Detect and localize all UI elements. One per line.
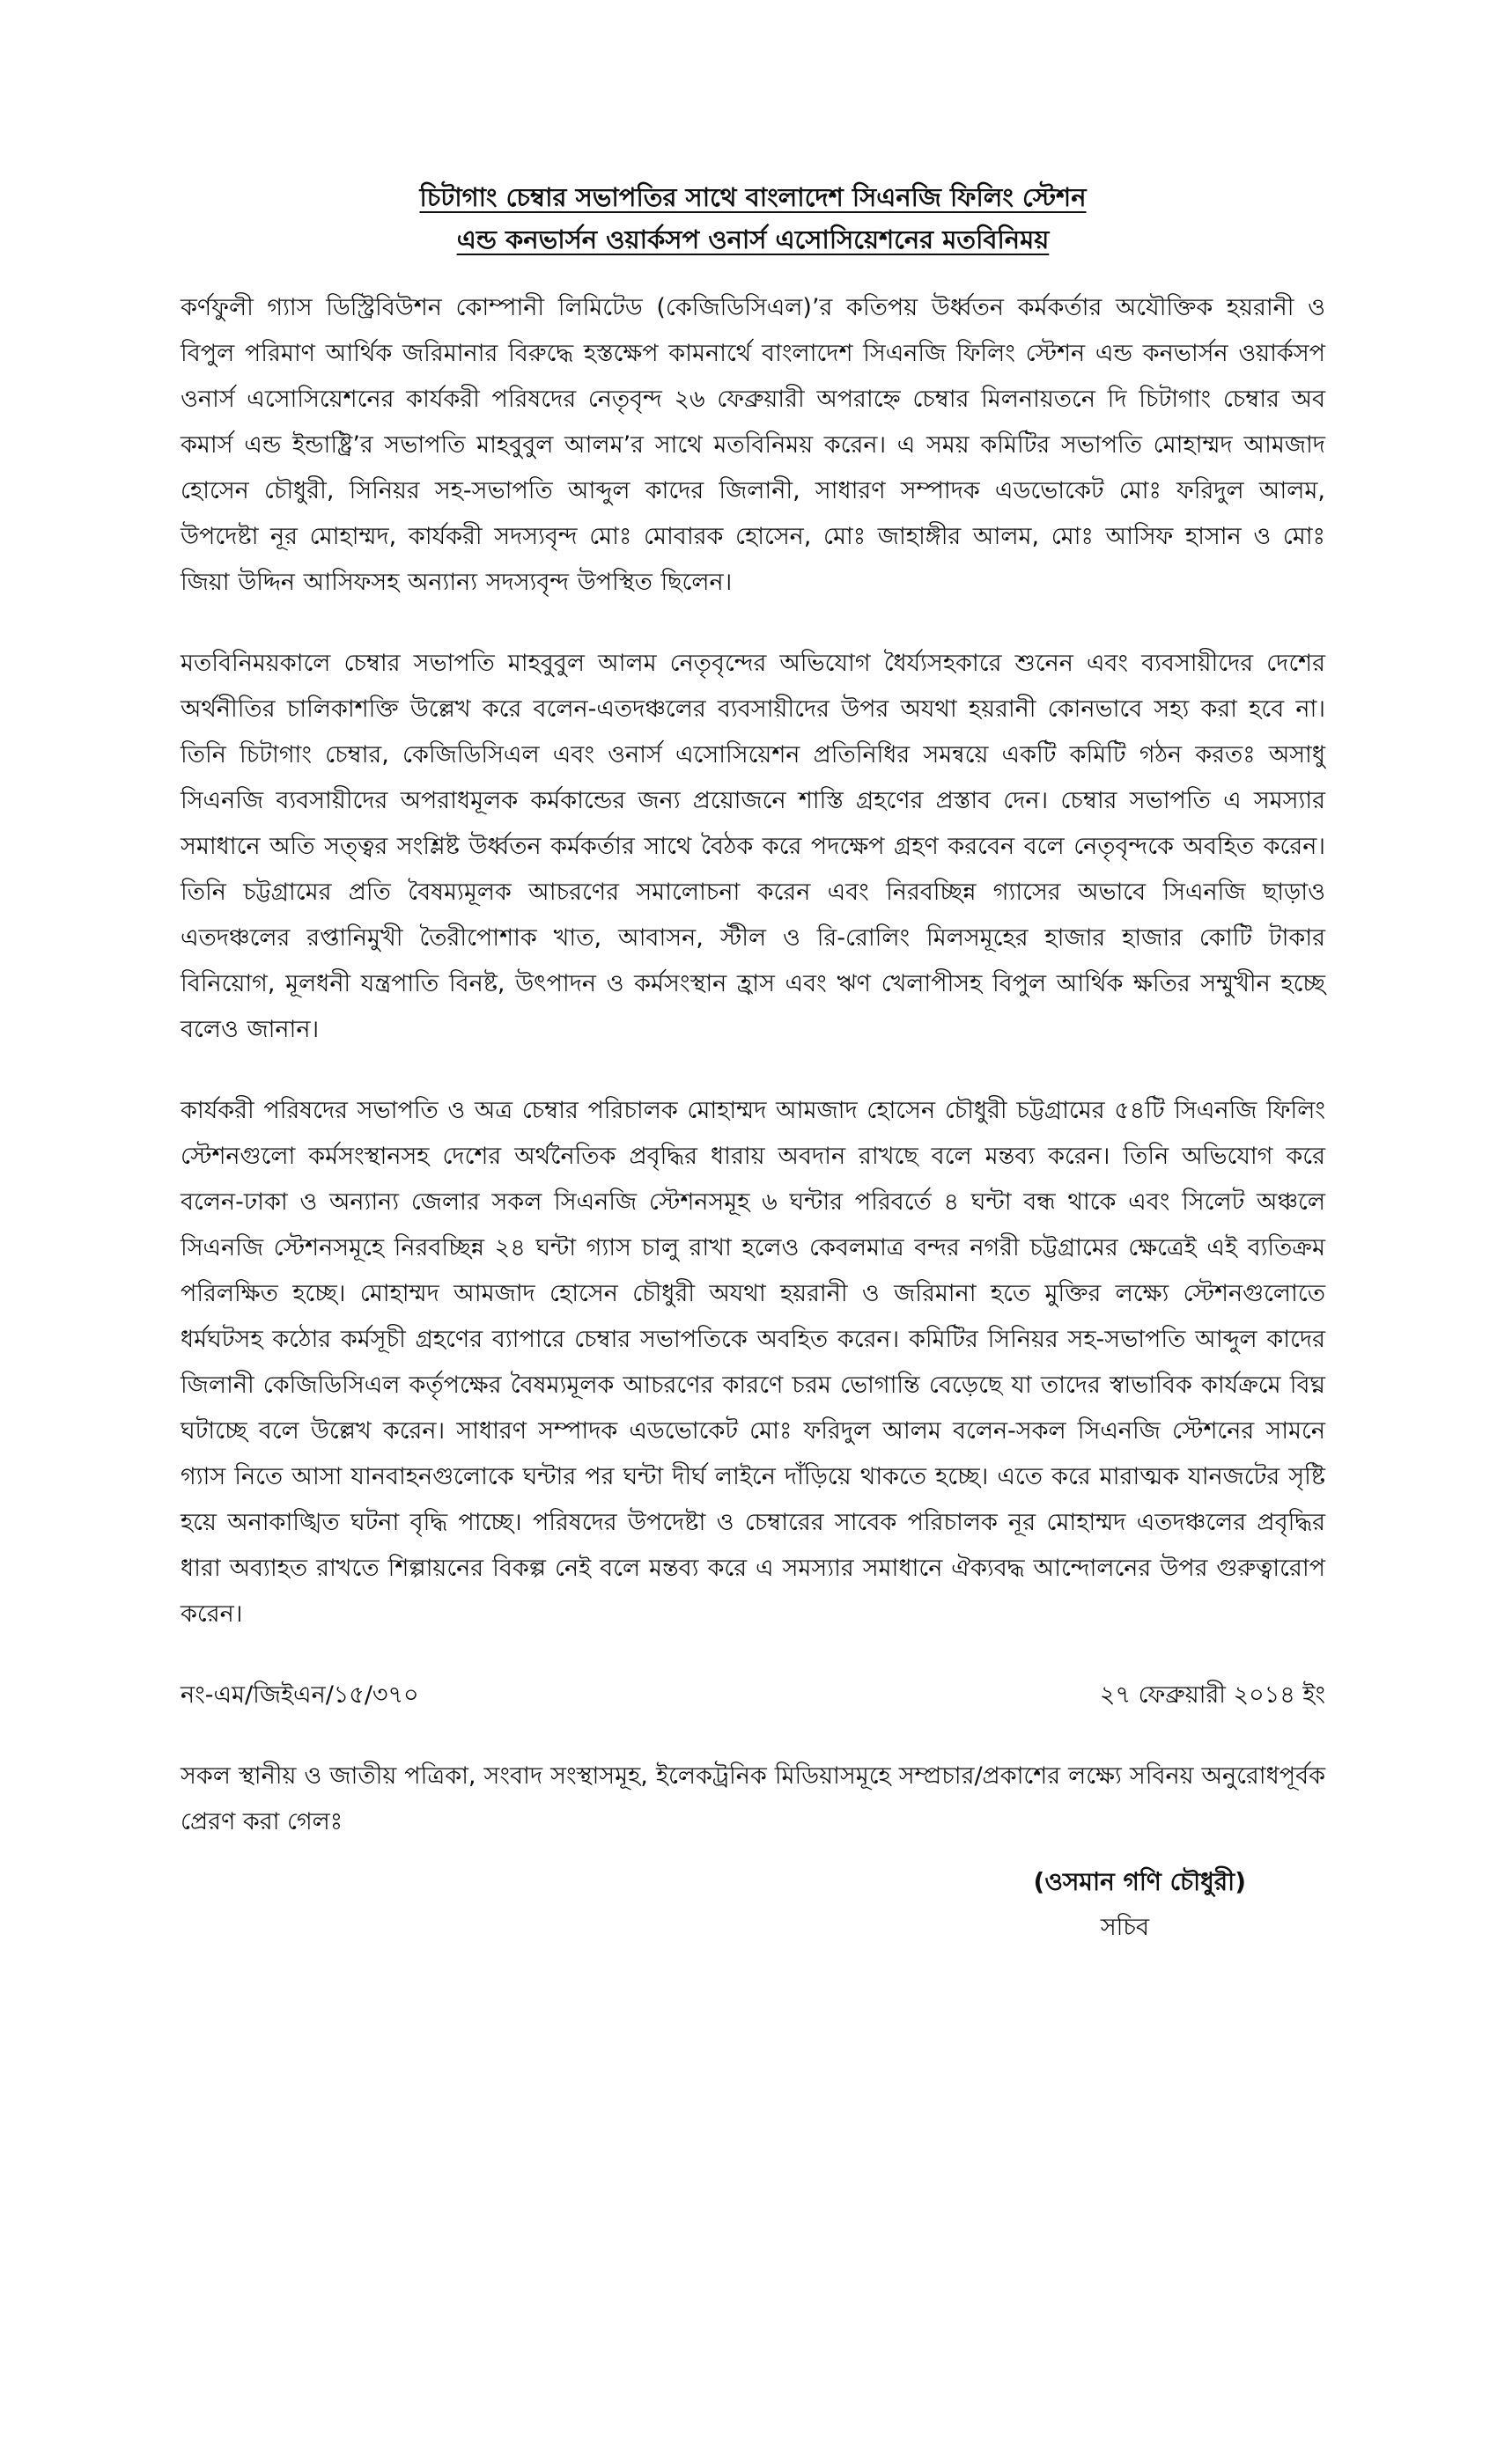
distribution-note: সকল স্থানীয় ও জাতীয় পত্রিকা, সংবাদ সংস্থাসমূহ, ইলেকট্রনিক মিডিয়াসমূহে সম্প্রচার/প্রকাশের লক্ষ্যে সবিনয় অনুরোধপূর্বক প্রেরণ করা গেলঃ — [181, 1762, 1325, 1835]
document-body — [181, 176, 1325, 1960]
signatory-designation: সচিব — [1100, 1914, 1149, 1941]
reference-date-row — [181, 1673, 1325, 1718]
document-date: ২৭ ফেব্রুয়ারী ২০১৪ ইং — [1099, 1681, 1325, 1709]
paragraph-1: কর্ণফুলী গ্যাস ডিস্ট্রিবিউশন কোম্পানী লিমিটেড (কেজিডিসিএল)’র কতিপয় উর্ধ্বতন কর্মকর্তার অযৌক্তিক হয়রানী ও বিপুল পরিমাণ আর্থিক জরিমানার বিরুদ্ধে হস্তক্ষেপ কামনার্থে বাংলাদেশ সিএনজি ফিলিং স্টেশন এন্ড কনভার্সন ওয়ার্কসপ ওনার্স এসোসিয়েশনের কার্যকরী পরিষদের নেতৃবৃন্দ ২৬ ফেব্রুয়ারী অপরাহ্নে চেম্বার মিলনায়তনে দি চিটাগাং চেম্বার অব কমার্স এন্ড ইন্ডাষ্ট্রি’র সভাপতি মাহবুবুল আলম’র সাথে মতবিনিময় করেন। এ সময় কমিটির সভাপতি মোহাম্মদ আমজাদ হোসেন চৌধুরী, সিনিয়র সহ-সভাপতি আব্দুল কাদের জিলানী, সাধারণ সম্পাদক এডভোকেট মোঃ ফরিদুল আলম, উপদেষ্টা নূর মোহাম্মদ, কার্যকরী সদস্যবৃন্দ মোঃ মোবারক হোসেন, মোঃ জাহাঙ্গীর আলম, মোঃ আসিফ হাসান ও মোঃ জিয়া উদ্দিন আসিফসহ অন্যান্য সদস্যবৃন্দ উপস্থিত ছিলেন। — [181, 294, 1325, 596]
signature-block — [181, 1854, 1325, 1960]
paragraph-2: মতবিনিময়কালে চেম্বার সভাপতি মাহবুবুল আলম নেতৃবৃন্দের অভিযোগ ধৈর্য্যসহকারে শুনেন এবং ব্যবসায়ীদের দেশের অর্থনীতির চালিকাশক্তি উল্লেখ করে বলেন-এতদঞ্চলের ব্যবসায়ীদের উপর অযথা হয়রানী কোনভাবে সহ্য করা হবে না। তিনি চিটাগাং চেম্বার, কেজিডিসিএল এবং ওনার্স এসোসিয়েশন প্রতিনিধির সমন্বয়ে একটি কমিটি গঠন করতঃ অসাধু সিএনজি ব্যবসায়ীদের অপরাধমূলক কর্মকান্ডের জন্য প্রয়োজনে শাস্তি গ্রহণের প্রস্তাব দেন। চেম্বার সভাপতি এ সমস্যার সমাধানে অতি সত্ত্বর সংশ্লিষ্ট উর্ধ্বতন কর্মকর্তার সাথে বৈঠক করে পদক্ষেপ গ্রহণ করবেন বলে নেতৃবৃন্দকে অবহিত করেন। তিনি চট্টগ্রামের প্রতি বৈষম্যমূলক আচরণের সমালোচনা করেন এবং নিরবচ্ছিন্ন গ্যাসের অভাবে সিএনজি ছাড়াও এতদঞ্চলের রপ্তানিমুখী তৈরীপোশাক খাত, আবাসন, স্টীল ও রি-রোলিং মিলসমূহের হাজার হাজার কোটি টাকার বিনিয়োগ, মূলধনী যন্ত্রপাতি বিনষ্ট, উৎপাদন ও কর্মসংস্থান হ্রাস এবং ঋণ খেলাপীসহ বিপুল আর্থিক ক্ষতির সম্মুখীন হচ্ছে বলেও জানান। — [181, 650, 1325, 1043]
title-line-1: চিটাগাং চেম্বার সভাপতির সাথে বাংলাদেশ সিএনজি ফিলিং স্টেশন — [419, 182, 1087, 212]
signatory-name: (ওসমান গণি চৌধুরী) — [1033, 1867, 1246, 1896]
title-line-2: এন্ড কনভার্সন ওয়ার্কসপ ওনার্স এসোসিয়েশনের মতবিনিময় — [456, 224, 1050, 254]
document-title — [181, 176, 1325, 261]
paragraph-3: কার্যকরী পরিষদের সভাপতি ও অত্র চেম্বার পরিচালক মোহাম্মদ আমজাদ হোসেন চৌধুরী চট্টগ্রামের ৫৪টি সিএনজি ফিলিং স্টেশনগুলো কর্মসংস্থানসহ দেশের অর্থনৈতিক প্রবৃদ্ধির ধারায় অবদান রাখছে বলে মন্তব্য করেন। তিনি অভিযোগ করে বলেন-ঢাকা ও অন্যান্য জেলার সকল সিএনজি স্টেশনসমূহ ৬ ঘন্টার পরিবর্তে ৪ ঘন্টা বন্ধ থাকে এবং সিলেট অঞ্চলে সিএনজি স্টেশনসমূহে নিরবচ্ছিন্ন ২৪ ঘন্টা গ্যাস চালু রাখা হলেও কেবলমাত্র বন্দর নগরী চট্টগ্রামের ক্ষেত্রেই এই ব্যতিক্রম পরিলক্ষিত হচ্ছে। মোহাম্মদ আমজাদ হোসেন চৌধুরী অযথা হয়রানী ও জরিমানা হতে মুক্তির লক্ষ্যে স্টেশনগুলোতে ধর্মঘটসহ কঠোর কর্মসূচী গ্রহণের ব্যাপারে চেম্বার সভাপতিকে অবহিত করেন। কমিটির সিনিয়র সহ-সভাপতি আব্দুল কাদের জিলানী কেজিডিসিএল কর্তৃপক্ষের বৈষম্যমূলক আচরণের কারণে চরম ভোগান্তি বেড়েছে যা তাদের স্বাভাবিক কার্যক্রমে বিঘ্ন ঘটাচ্ছে বলে উল্লেখ করেন। সাধারণ সম্পাদক এডভোকেট মোঃ ফরিদুল আলম বলেন-সকল সিএনজি স্টেশনের সামনে গ্যাস নিতে আসা যানবাহনগুলোকে ঘন্টার পর ঘন্টা দীর্ঘ লাইনে দাঁড়িয়ে থাকতে হচ্ছে। এতে করে মারাত্মক যানজটের সৃষ্টি হয়ে অনাকাঙ্খিত ঘটনা বৃদ্ধি পাচ্ছে। পরিষদের উপদেষ্টা ও চেম্বারের সাবেক পরিচালক নূর মোহাম্মদ এতদঞ্চলের প্রবৃদ্ধির ধারা অব্যাহত রাখতে শিল্পায়নের বিকল্প নেই বলে মন্তব্য করে এ সমস্যার সমাধানে ঐক্যবদ্ধ আন্দোলনের উপর গুরুত্বারোপ করেন। — [181, 1097, 1325, 1628]
reference-number: নং-এম/জিইএন/১৫/৩৭০ — [181, 1681, 419, 1709]
